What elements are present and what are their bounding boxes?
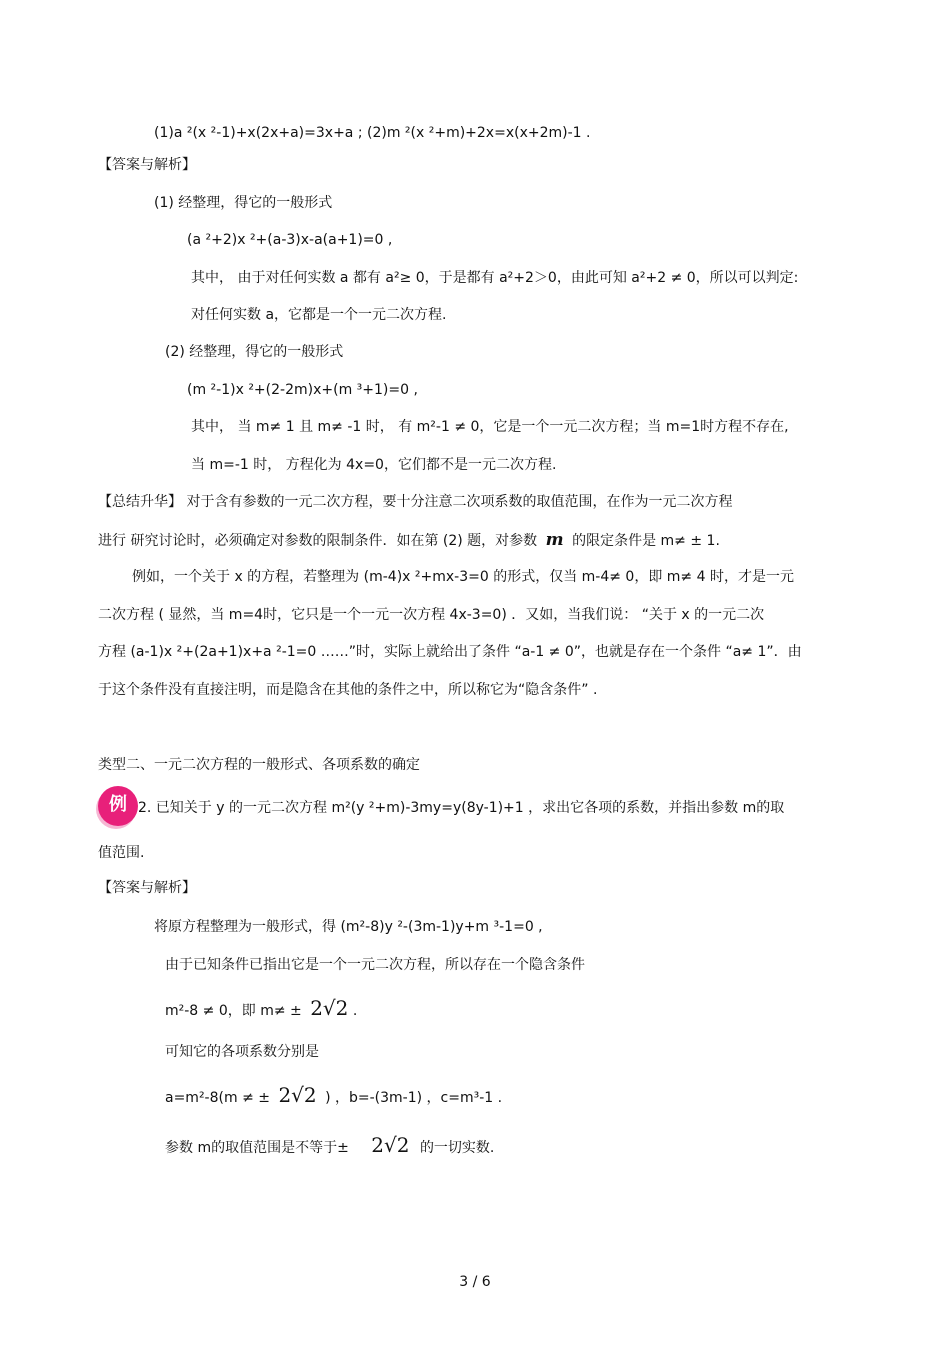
- text-part: m²-8 ≠ 0，即 m≠ ±: [165, 1003, 302, 1019]
- coefficient-line: [165, 1085, 502, 1108]
- equation-line: (m ²-1)x ²+(2-2m)x+(m ³+1)=0 ,: [187, 382, 418, 398]
- section-heading: 类型二、一元二次方程的一般形式、各项系数的确定: [98, 757, 420, 773]
- equation-line: (1)a ²(x ²-1)+x(2x+a)=3x+a ; (2)m ²(x ²+m)+2x=x(x+2m)-1 .: [154, 125, 591, 141]
- text-part: 参数 m的取值范围是不等于±: [165, 1140, 349, 1156]
- text-line: (1) 经整理，得它的一般形式: [154, 195, 333, 211]
- text-line: 对任何实数 a，它都是一个一元二次方程.: [191, 307, 447, 323]
- example-badge: 例: [98, 786, 138, 826]
- text-line: 可知它的各项系数分别是: [165, 1044, 319, 1060]
- summary-heading: 【总结升华】 对于含有参数的一元二次方程，要十分注意二次项系数的取值范围，在作为一元二次方程: [98, 494, 733, 510]
- text-line: 其中， 由于对任何实数 a 都有 a²≥ 0，于是都有 a²+2＞0，由此可知 a²+2 ≠ 0，所以可以判定:: [191, 270, 799, 286]
- range-line: [165, 1135, 494, 1158]
- text-part: a=m²-8(m ≠ ±: [165, 1090, 270, 1106]
- text-line: 其中， 当 m≠ 1 且 m≠ -1 时， 有 m²-1 ≠ 0，它是一个一元二次方程；当 m=1时方程不存在,: [191, 419, 789, 435]
- text-part: 的一切实数.: [419, 1140, 495, 1156]
- text-line: 当 m=-1 时， 方程化为 4x=0，它们都不是一元二次方程.: [191, 457, 557, 473]
- equation-line: 将原方程整理为一般形式，得 (m²-8)y ²-(3m-1)y+m ³-1=0 ,: [154, 919, 543, 935]
- text-line: 由于已知条件已指出它是一个一元二次方程，所以存在一个隐含条件: [165, 957, 585, 973]
- condition-line: [165, 998, 357, 1021]
- sqrt-expression: 2√2: [371, 1133, 410, 1157]
- text-line: 于这个条件没有直接注明，而是隐含在其他的条件之中，所以称它为“隐含条件” .: [98, 682, 598, 698]
- answer-heading: 【答案与解析】: [98, 880, 196, 896]
- text-part: 进行 研究讨论时，必须确定对参数的限制条件．如在第 (2) 题，对参数: [98, 533, 538, 549]
- text-part: 的限定条件是 m≠ ± 1.: [572, 533, 720, 549]
- sqrt-expression: 2√2: [310, 996, 349, 1020]
- page-number: 3 / 6: [459, 1274, 491, 1290]
- text-line: 二次方程 ( 显然，当 m=4时，它只是一个一元一次方程 4x-3=0) ．又如，当我们说： “关于 x 的一元二次: [98, 607, 765, 623]
- text-line: 值范围.: [98, 845, 145, 861]
- text-line: 例如，一个关于 x 的方程，若整理为 (m-4)x ²+mx-3=0 的形式，仅当 m-4≠ 0，即 m≠ 4 时，才是一元: [132, 569, 794, 585]
- parameter-m-symbol: m: [545, 530, 564, 550]
- text-line: (2) 经整理，得它的一般形式: [165, 344, 344, 360]
- example-question: 2. 已知关于 y 的一元二次方程 m²(y ²+m)-3my=y(8y-1)+1 ，求出它各项的系数，并指出参数 m的取: [138, 800, 785, 816]
- equation-line: (a ²+2)x ²+(a-3)x-a(a+1)=0 ,: [187, 232, 393, 248]
- text-line: 方程 (a-1)x ²+(2a+1)x+a ²-1=0 ……”时，实际上就给出了条件 “a-1 ≠ 0”，也就是存在一个条件 “a≠ 1”．由: [98, 644, 802, 660]
- answer-heading: 【答案与解析】: [98, 157, 196, 173]
- text-part: ) ，b=-(3m-1) ，c=m³-1 .: [325, 1090, 503, 1106]
- text-line: [98, 530, 720, 551]
- sqrt-expression: 2√2: [278, 1083, 317, 1107]
- text-part: .: [352, 1003, 358, 1019]
